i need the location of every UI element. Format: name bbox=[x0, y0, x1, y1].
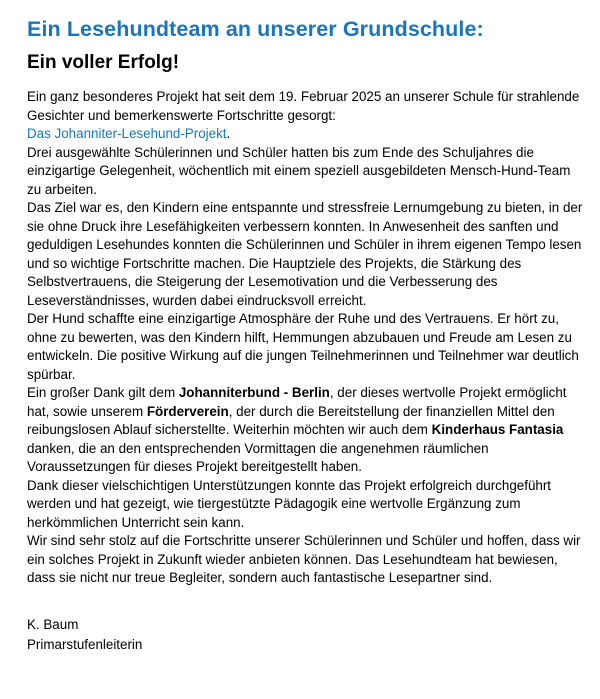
project-link[interactable]: Das Johanniter-Lesehund-Projekt bbox=[27, 126, 227, 141]
sponsor-kinderhaus: Kinderhaus Fantasia bbox=[431, 422, 564, 437]
article-subtitle: Ein voller Erfolg! bbox=[27, 52, 180, 73]
paragraph-participants: Drei ausgewählte Schülerinnen und Schüler hatten bis zum Ende des Schuljahres die einzigartige Gelegenheit, wöchentlich mit einem speziell ausgebildeten Mensch-Hund-Team zu arbeiten. bbox=[27, 144, 571, 197]
paragraph-goals: Das Ziel war es, den Kindern eine entspannte und stressfreie Lernumgebung zu bieten, in der sie ohne Druck ihre Lesefähigkeiten verbessern konnten. In Anwesenheit des sanften und geduldigen Lesehundes konnten die Schülerinnen und Schüler in ihrem eigenen Tempo lesen und so wichtige Fortschritte machen. Die Hauptziele des Projekts, die Stärkung des Selbstvertrauens, die Steigerung der Lesemotivation und die Verbesserung des Leseverständnisses, wurden dabei eindrucksvoll erreicht. bbox=[27, 200, 583, 308]
article-title: Ein Lesehundteam an unserer Grundschule: bbox=[27, 17, 484, 41]
signature-block bbox=[27, 615, 142, 654]
paragraph-intro bbox=[27, 88, 587, 144]
paragraph-closing: Wir sind sehr stolz auf die Fortschritte unserer Schülerinnen und Schüler und hoffen, dass wir ein solches Projekt in Zukunft wieder anbieten können. Das Lesehundteam hat bewiesen, dass sie nicht nur treue Begleiter, sondern auch fantastische Lesepartner sind. bbox=[27, 533, 581, 585]
paragraph-atmosphere: Der Hund schaffte eine einzigartige Atmosphäre der Ruhe und des Vertrauens. Er hört zu, ohne zu bewerten, was den Kindern hilft, Hemmungen abzubauen und Freude am Lesen zu entwickeln. Die positive Wirkung auf die jungen Teilnehmerinnen und Teilnehmer war deutlich spürbar. bbox=[27, 311, 579, 382]
thanks-text-a: Ein großer Dank gilt dem bbox=[27, 385, 179, 400]
intro-end: . bbox=[226, 126, 231, 141]
thanks-text-e: danken, die an den entsprechenden Vormittagen die angenehmen räumlichen Voraussetzungen für dieses Projekt bereitgestellt haben. bbox=[27, 440, 489, 474]
signature-name: K. Baum bbox=[27, 617, 79, 632]
signature-role: Primarstufenleiterin bbox=[27, 636, 143, 652]
sponsor-johanniterbund: Johanniterbund - Berlin bbox=[178, 385, 330, 400]
paragraph-support: Dank dieser vielschichtigen Unterstützungen konnte das Projekt erfolgreich durchgeführt werden und hat gezeigt, wie tiergestützte Pädagogik eine wertvolle Ergänzung zum herkömmlichen Unterricht sein kann. bbox=[27, 477, 552, 530]
intro-text: Ein ganz besonderes Projekt hat seit dem 19. Februar 2025 an unserer Schule für strahlende Gesichter und bemerkenswerte Fortschritte gesorgt: bbox=[27, 89, 580, 123]
sponsor-foerderverein: Förderverein bbox=[146, 403, 229, 419]
thanks-text-d: , der durch die Bereitstellung der finanziellen Mittel den reibungslosen Ablauf sicherstellte. Weiterhin möchten wir auch dem bbox=[27, 403, 555, 437]
article-body bbox=[27, 88, 587, 588]
paragraph-thanks bbox=[27, 384, 587, 477]
thanks-text-c: , der dieses wertvolle Projekt ermöglicht hat, sowie unserem bbox=[27, 385, 567, 419]
